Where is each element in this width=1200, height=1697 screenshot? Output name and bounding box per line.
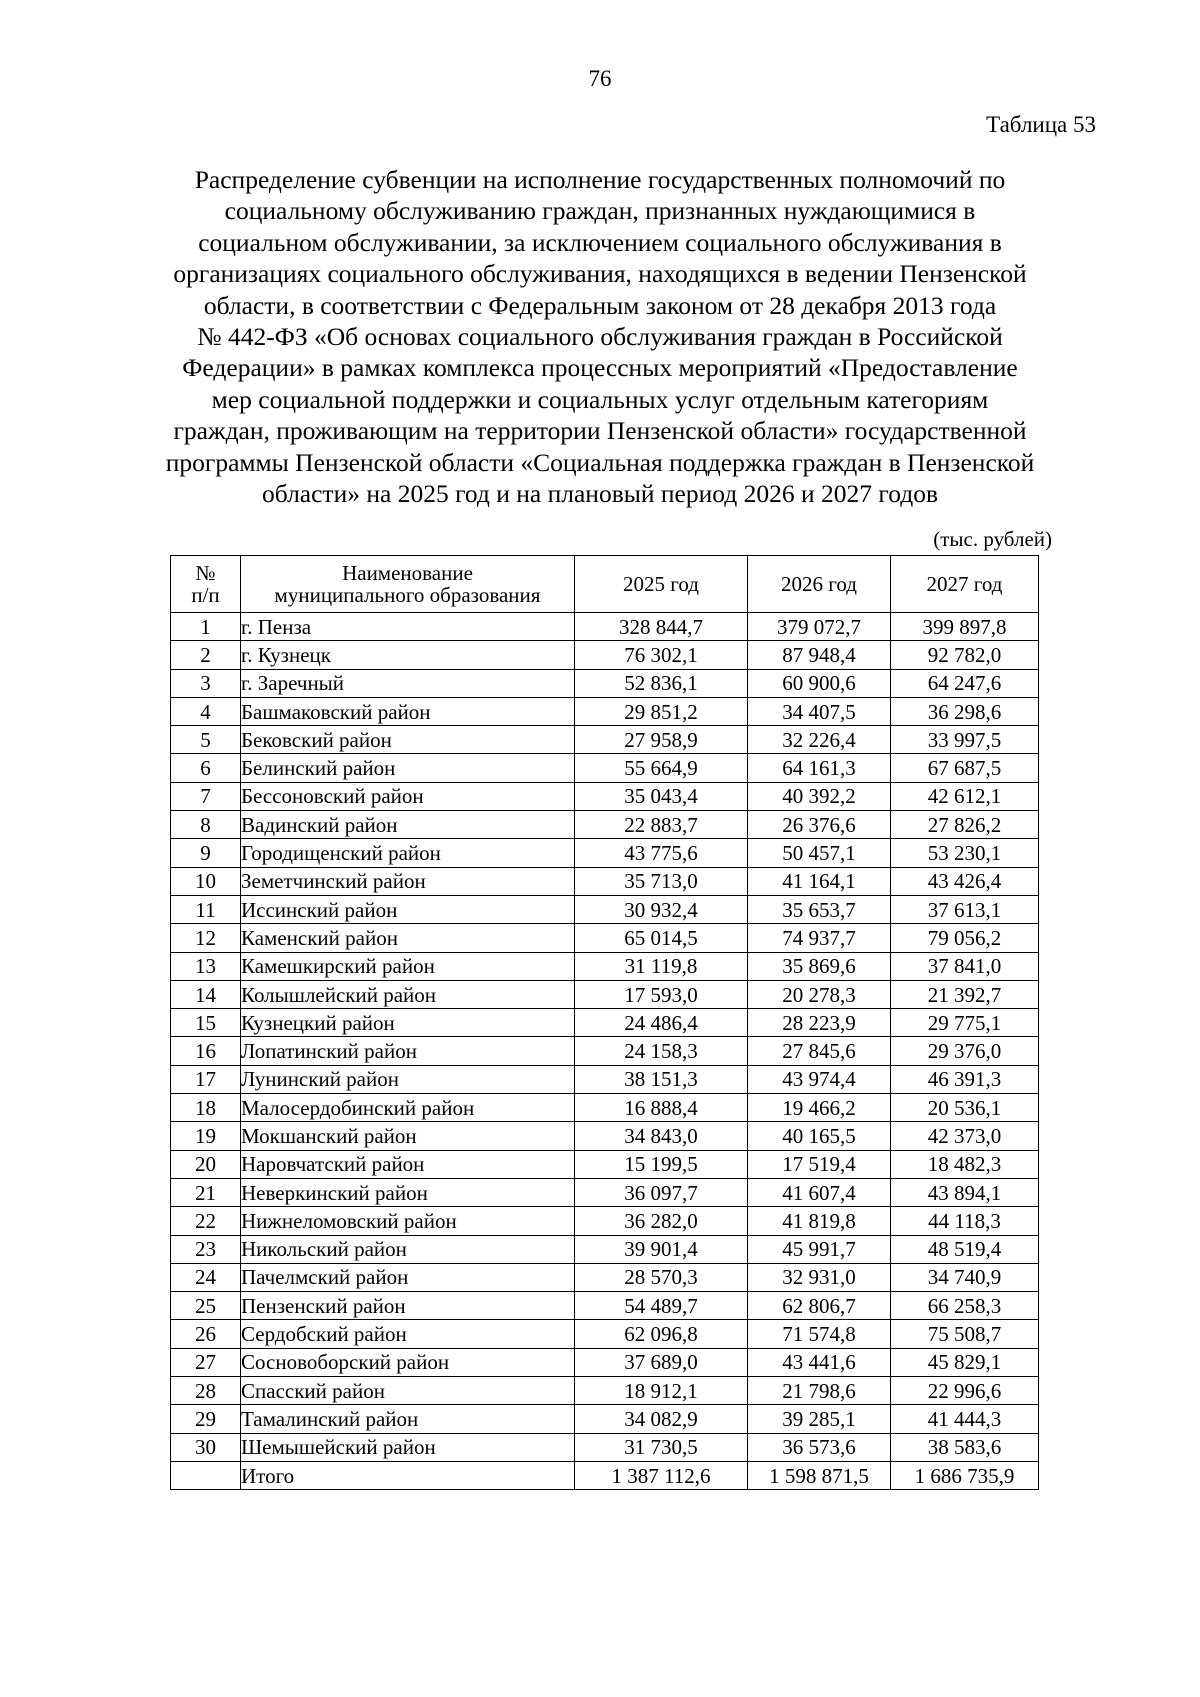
table-header-row [171, 556, 1039, 613]
value-2025: 24 158,3 [575, 1037, 748, 1065]
row-number: 18 [171, 1094, 241, 1122]
value-2025: 16 888,4 [575, 1094, 748, 1122]
table-row [171, 1405, 1039, 1433]
row-number: 28 [171, 1377, 241, 1405]
value-2026: 21 798,6 [748, 1377, 891, 1405]
municipality-name: Пачелмский район [241, 1263, 575, 1291]
table-row [171, 1122, 1039, 1150]
row-number: 13 [171, 952, 241, 980]
municipality-name: Наровчатский район [241, 1150, 575, 1178]
subvention-table [170, 555, 1039, 1490]
value-2027: 22 996,6 [891, 1377, 1039, 1405]
value-2026: 17 519,4 [748, 1150, 891, 1178]
row-number: 26 [171, 1320, 241, 1348]
value-2025: 36 097,7 [575, 1178, 748, 1206]
municipality-name: Городищенский район [241, 839, 575, 867]
table-row [171, 613, 1039, 641]
table-row [171, 1207, 1039, 1235]
value-2026: 71 574,8 [748, 1320, 891, 1348]
table-row [171, 1094, 1039, 1122]
value-2027: 33 997,5 [891, 726, 1039, 754]
header-num [171, 556, 241, 613]
value-2026: 379 072,7 [748, 613, 891, 641]
municipality-name: Бессоновский район [241, 782, 575, 810]
value-2026: 87 948,4 [748, 641, 891, 669]
table-row [171, 1235, 1039, 1263]
title-line: организациях социального обслуживания, находящихся в ведении Пензенской [173, 259, 1027, 289]
value-2027: 45 829,1 [891, 1348, 1039, 1376]
value-2027: 21 392,7 [891, 980, 1039, 1008]
value-2027: 66 258,3 [891, 1292, 1039, 1320]
value-2027: 29 775,1 [891, 1009, 1039, 1037]
value-2026: 27 845,6 [748, 1037, 891, 1065]
municipality-name: Кузнецкий район [241, 1009, 575, 1037]
document-title [100, 164, 1100, 509]
value-2026: 26 376,6 [748, 811, 891, 839]
title-line: № 442-ФЗ «Об основах социального обслуживания граждан в Российской [197, 322, 1003, 352]
value-2026: 36 573,6 [748, 1433, 891, 1461]
table-row [171, 839, 1039, 867]
municipality-name: Башмаковский район [241, 697, 575, 725]
row-number: 16 [171, 1037, 241, 1065]
header-num-line2: п/п [191, 583, 220, 607]
value-2027: 41 444,3 [891, 1405, 1039, 1433]
table-label: Таблица 53 [986, 112, 1096, 137]
value-2025: 30 932,4 [575, 895, 748, 923]
table-row [171, 1009, 1039, 1037]
table-row [171, 952, 1039, 980]
value-2027: 43 426,4 [891, 867, 1039, 895]
municipality-name: Белинский район [241, 754, 575, 782]
row-number: 6 [171, 754, 241, 782]
municipality-name: Колышлейский район [241, 980, 575, 1008]
municipality-name: Лопатинский район [241, 1037, 575, 1065]
municipality-name: г. Заречный [241, 669, 575, 697]
value-2027: 67 687,5 [891, 754, 1039, 782]
row-number: 27 [171, 1348, 241, 1376]
title-line: области, в соответствии с Федеральным законом от 28 декабря 2013 года [203, 290, 997, 320]
value-2025: 34 082,9 [575, 1405, 748, 1433]
municipality-name: Сердобский район [241, 1320, 575, 1348]
municipality-name: Итого [241, 1461, 575, 1489]
value-2025: 38 151,3 [575, 1065, 748, 1093]
municipality-name: Никольский район [241, 1235, 575, 1263]
row-number: 21 [171, 1178, 241, 1206]
row-number: 12 [171, 924, 241, 952]
value-2025: 35 043,4 [575, 782, 748, 810]
units-note: (тыс. рублей) [933, 527, 1052, 551]
table-row [171, 1263, 1039, 1291]
value-2026: 41 164,1 [748, 867, 891, 895]
value-2025: 65 014,5 [575, 924, 748, 952]
value-2027: 53 230,1 [891, 839, 1039, 867]
value-2026: 62 806,7 [748, 1292, 891, 1320]
row-number [171, 1461, 241, 1489]
value-2026: 41 819,8 [748, 1207, 891, 1235]
table-row [171, 641, 1039, 669]
value-2025: 24 486,4 [575, 1009, 748, 1037]
municipality-name: Камешкирский район [241, 952, 575, 980]
value-2026: 1 598 871,5 [748, 1461, 891, 1489]
row-number: 30 [171, 1433, 241, 1461]
value-2026: 50 457,1 [748, 839, 891, 867]
value-2025: 76 302,1 [575, 641, 748, 669]
value-2025: 15 199,5 [575, 1150, 748, 1178]
row-number: 8 [171, 811, 241, 839]
value-2026: 43 441,6 [748, 1348, 891, 1376]
value-2027: 48 519,4 [891, 1235, 1039, 1263]
value-2027: 42 612,1 [891, 782, 1039, 810]
title-line: Федерации» в рамках комплекса процессных мероприятий «Предоставление [182, 353, 1018, 383]
value-2026: 60 900,6 [748, 669, 891, 697]
value-2027: 64 247,6 [891, 669, 1039, 697]
table-row [171, 1433, 1039, 1461]
municipality-name: Неверкинский район [241, 1178, 575, 1206]
value-2027: 29 376,0 [891, 1037, 1039, 1065]
row-number: 3 [171, 669, 241, 697]
header-2027: 2027 год [891, 556, 1039, 613]
value-2025: 18 912,1 [575, 1377, 748, 1405]
municipality-name: г. Кузнецк [241, 641, 575, 669]
row-number: 5 [171, 726, 241, 754]
value-2026: 74 937,7 [748, 924, 891, 952]
value-2027: 46 391,3 [891, 1065, 1039, 1093]
row-number: 20 [171, 1150, 241, 1178]
header-2026: 2026 год [748, 556, 891, 613]
municipality-name: Каменский район [241, 924, 575, 952]
row-number: 10 [171, 867, 241, 895]
value-2026: 35 653,7 [748, 895, 891, 923]
value-2026: 32 226,4 [748, 726, 891, 754]
table-row [171, 1037, 1039, 1065]
municipality-name: Вадинский район [241, 811, 575, 839]
value-2026: 45 991,7 [748, 1235, 891, 1263]
total-row [171, 1461, 1039, 1489]
title-line: социальному обслуживанию граждан, признанных нуждающимися в [224, 196, 976, 226]
value-2026: 40 165,5 [748, 1122, 891, 1150]
value-2026: 28 223,9 [748, 1009, 891, 1037]
value-2026: 20 278,3 [748, 980, 891, 1008]
header-num-line1: № [195, 561, 216, 585]
table-row [171, 895, 1039, 923]
value-2026: 19 466,2 [748, 1094, 891, 1122]
value-2027: 43 894,1 [891, 1178, 1039, 1206]
row-number: 4 [171, 697, 241, 725]
value-2026: 39 285,1 [748, 1405, 891, 1433]
header-name-line1: Наименование [342, 561, 473, 585]
row-number: 11 [171, 895, 241, 923]
value-2025: 22 883,7 [575, 811, 748, 839]
value-2025: 31 730,5 [575, 1433, 748, 1461]
value-2027: 37 841,0 [891, 952, 1039, 980]
value-2025: 328 844,7 [575, 613, 748, 641]
page-number: 76 [588, 66, 612, 91]
value-2025: 34 843,0 [575, 1122, 748, 1150]
municipality-name: Нижнеломовский район [241, 1207, 575, 1235]
value-2027: 38 583,6 [891, 1433, 1039, 1461]
table-row [171, 1348, 1039, 1376]
header-name-line2: муниципального образования [274, 583, 541, 607]
row-number: 17 [171, 1065, 241, 1093]
value-2027: 36 298,6 [891, 697, 1039, 725]
value-2026: 40 392,2 [748, 782, 891, 810]
municipality-name: Спасский район [241, 1377, 575, 1405]
value-2027: 79 056,2 [891, 924, 1039, 952]
municipality-name: Мокшанский район [241, 1122, 575, 1150]
value-2026: 34 407,5 [748, 697, 891, 725]
value-2025: 62 096,8 [575, 1320, 748, 1348]
value-2025: 43 775,6 [575, 839, 748, 867]
table-row [171, 697, 1039, 725]
value-2027: 37 613,1 [891, 895, 1039, 923]
municipality-name: Бековский район [241, 726, 575, 754]
value-2027: 18 482,3 [891, 1150, 1039, 1178]
value-2025: 36 282,0 [575, 1207, 748, 1235]
title-line: программы Пензенской области «Социальная поддержка граждан в Пензенской [165, 447, 1035, 477]
value-2025: 27 958,9 [575, 726, 748, 754]
municipality-name: Сосновоборский район [241, 1348, 575, 1376]
table-row [171, 669, 1039, 697]
row-number: 15 [171, 1009, 241, 1037]
value-2025: 39 901,4 [575, 1235, 748, 1263]
value-2026: 41 607,4 [748, 1178, 891, 1206]
table-row [171, 726, 1039, 754]
header-2025: 2025 год [575, 556, 748, 613]
value-2027: 92 782,0 [891, 641, 1039, 669]
value-2027: 34 740,9 [891, 1263, 1039, 1291]
value-2025: 35 713,0 [575, 867, 748, 895]
table-row [171, 754, 1039, 782]
table-row [171, 811, 1039, 839]
row-number: 1 [171, 613, 241, 641]
municipality-name: Пензенский район [241, 1292, 575, 1320]
table-row [171, 867, 1039, 895]
value-2025: 1 387 112,6 [575, 1461, 748, 1489]
value-2025: 29 851,2 [575, 697, 748, 725]
value-2027: 27 826,2 [891, 811, 1039, 839]
value-2026: 35 869,6 [748, 952, 891, 980]
row-number: 23 [171, 1235, 241, 1263]
municipality-name: Шемышейский район [241, 1433, 575, 1461]
value-2026: 32 931,0 [748, 1263, 891, 1291]
table-row [171, 782, 1039, 810]
municipality-name: г. Пенза [241, 613, 575, 641]
table-row [171, 980, 1039, 1008]
row-number: 24 [171, 1263, 241, 1291]
table-row [171, 1150, 1039, 1178]
municipality-name: Земетчинский район [241, 867, 575, 895]
value-2025: 31 119,8 [575, 952, 748, 980]
header-name [241, 556, 575, 613]
value-2027: 399 897,8 [891, 613, 1039, 641]
value-2027: 1 686 735,9 [891, 1461, 1039, 1489]
municipality-name: Иссинский район [241, 895, 575, 923]
table-row [171, 1320, 1039, 1348]
table-row [171, 1292, 1039, 1320]
row-number: 14 [171, 980, 241, 1008]
row-number: 2 [171, 641, 241, 669]
value-2027: 44 118,3 [891, 1207, 1039, 1235]
table-body [171, 613, 1039, 1490]
municipality-name: Тамалинский район [241, 1405, 575, 1433]
row-number: 29 [171, 1405, 241, 1433]
row-number: 25 [171, 1292, 241, 1320]
municipality-name: Малосердобинский район [241, 1094, 575, 1122]
row-number: 9 [171, 839, 241, 867]
value-2025: 54 489,7 [575, 1292, 748, 1320]
row-number: 19 [171, 1122, 241, 1150]
table-row [171, 1178, 1039, 1206]
title-line: области» на 2025 год и на плановый период 2026 и 2027 годов [261, 479, 938, 509]
table-row [171, 1065, 1039, 1093]
value-2025: 37 689,0 [575, 1348, 748, 1376]
row-number: 7 [171, 782, 241, 810]
title-line: социальном обслуживании, за исключением социального обслуживания в [198, 227, 1002, 257]
title-line: Распределение субвенции на исполнение государственных полномочий по [194, 165, 1006, 194]
title-line: мер социальной поддержки и социальных услуг отдельным категориям [211, 384, 989, 414]
table-row [171, 924, 1039, 952]
value-2025: 52 836,1 [575, 669, 748, 697]
row-number: 22 [171, 1207, 241, 1235]
value-2027: 20 536,1 [891, 1094, 1039, 1122]
value-2025: 28 570,3 [575, 1263, 748, 1291]
title-line: граждан, проживающим на территории Пензенской области» государственной [173, 416, 1027, 446]
value-2026: 64 161,3 [748, 754, 891, 782]
value-2026: 43 974,4 [748, 1065, 891, 1093]
municipality-name: Лунинский район [241, 1065, 575, 1093]
value-2025: 55 664,9 [575, 754, 748, 782]
value-2025: 17 593,0 [575, 980, 748, 1008]
table-row [171, 1377, 1039, 1405]
value-2027: 42 373,0 [891, 1122, 1039, 1150]
value-2027: 75 508,7 [891, 1320, 1039, 1348]
